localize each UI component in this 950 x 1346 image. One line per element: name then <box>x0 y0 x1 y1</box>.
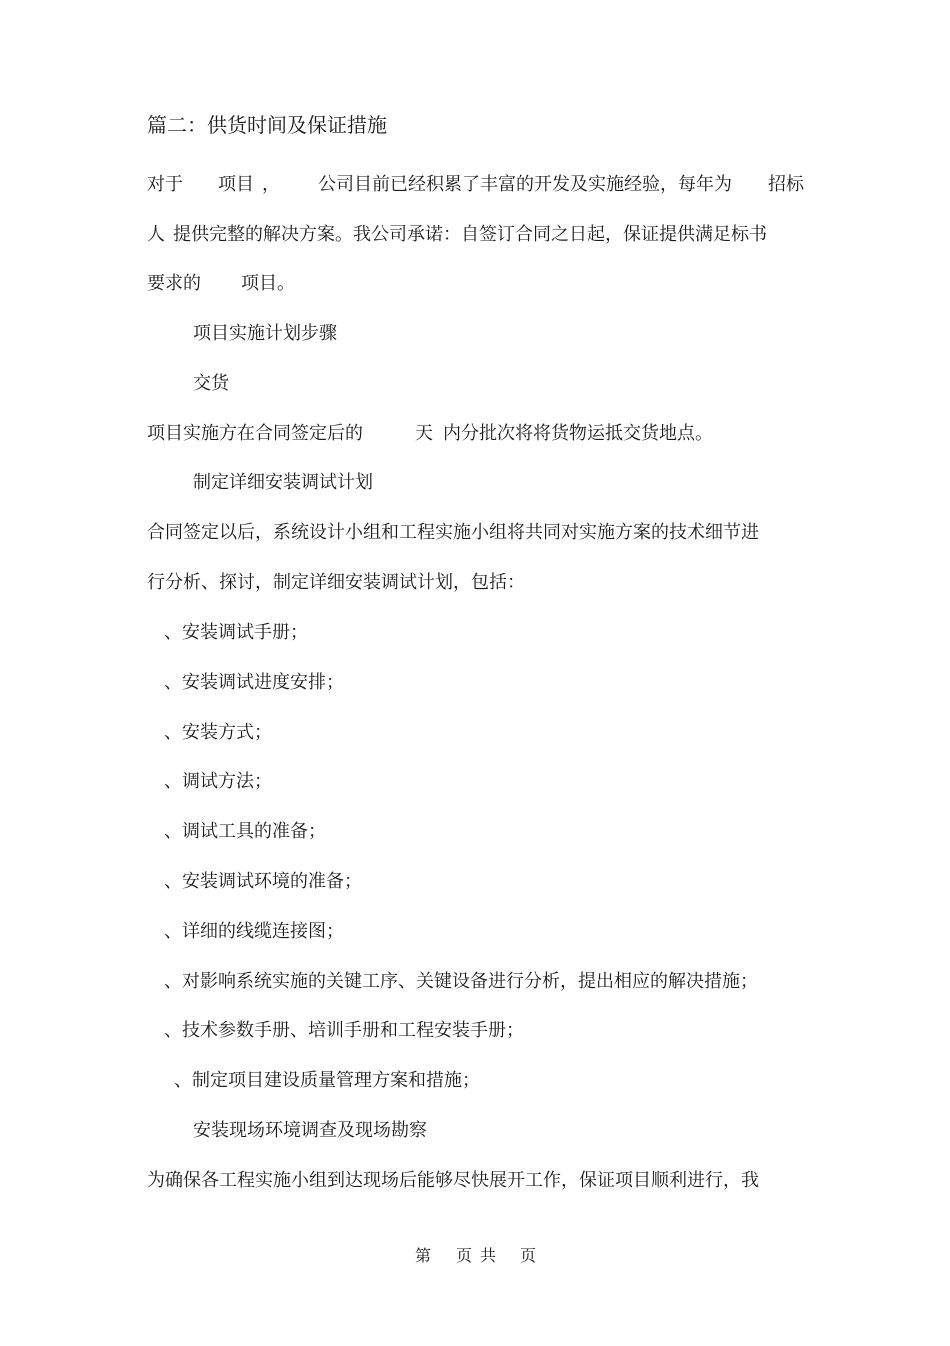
install-para-line-1: 合同签定以后，系统设计小组和工程实施小组将共同对实施方案的技术细节进 <box>147 522 759 543</box>
install-para-line-2: 行分析、探讨，制定详细安装调试计划，包括： <box>147 572 525 593</box>
intro-line-2-part-b: 提供完整的解决方案。我公司承诺：自签订合同之日起，保证提供满足标书 <box>173 224 767 245</box>
intro-line-3-part-b: 项目。 <box>241 273 295 294</box>
footer-page-label-a: 第 <box>415 1246 432 1265</box>
intro-line-1-part-e: 招标 <box>768 174 804 195</box>
list-item: 、安装方式； <box>164 722 272 743</box>
list-item: 、对影响系统实施的关键工序、关键设备进行分析，提出相应的解决措施； <box>164 971 758 992</box>
heading-plan-steps: 项目实施计划步骤 <box>193 323 337 344</box>
footer-page-label-b: 页 <box>456 1246 473 1265</box>
intro-line-3-part-a: 要求的 <box>147 273 201 294</box>
list-item: 、调试工具的准备； <box>164 821 326 842</box>
intro-line-1-part-d: 公司目前已经积累了丰富的开发及实施经验，每年为 <box>318 174 732 195</box>
heading-delivery: 交货 <box>193 373 229 394</box>
document-title: 篇二：供货时间及保证措施 <box>147 113 387 137</box>
list-item: 、制定项目建设质量管理方案和措施； <box>174 1070 480 1091</box>
intro-line-1-part-a: 对于 <box>147 174 183 195</box>
delivery-line-part-a: 项目实施方在合同签定后的 <box>147 423 363 444</box>
list-item: 、详细的线缆连接图； <box>164 921 344 942</box>
intro-line-2-part-a: 人 <box>147 224 165 245</box>
list-item: 、技术参数手册、培训手册和工程安装手册； <box>164 1020 524 1041</box>
list-item: 、安装调试环境的准备； <box>164 871 362 892</box>
list-item: 、安装调试进度安排； <box>164 672 344 693</box>
heading-install-plan: 制定详细安装调试计划 <box>193 472 373 493</box>
list-item: 、安装调试手册； <box>164 622 308 643</box>
delivery-line-part-b: 天 <box>415 423 433 444</box>
intro-line-1-part-b: 项目 <box>218 174 254 195</box>
heading-site-survey: 安装现场环境调查及现场勘察 <box>193 1120 427 1141</box>
survey-line: 为确保各工程实施小组到达现场后能够尽快展开工作，保证项目顺利进行，我 <box>147 1170 759 1191</box>
delivery-line-part-c: 内分批次将将货物运抵交货地点。 <box>443 423 713 444</box>
list-item: 、调试方法； <box>164 771 272 792</box>
footer-page-label-d: 页 <box>520 1246 537 1265</box>
footer-page-label-c: 共 <box>480 1246 497 1265</box>
intro-line-1-part-c: ， <box>262 174 280 195</box>
